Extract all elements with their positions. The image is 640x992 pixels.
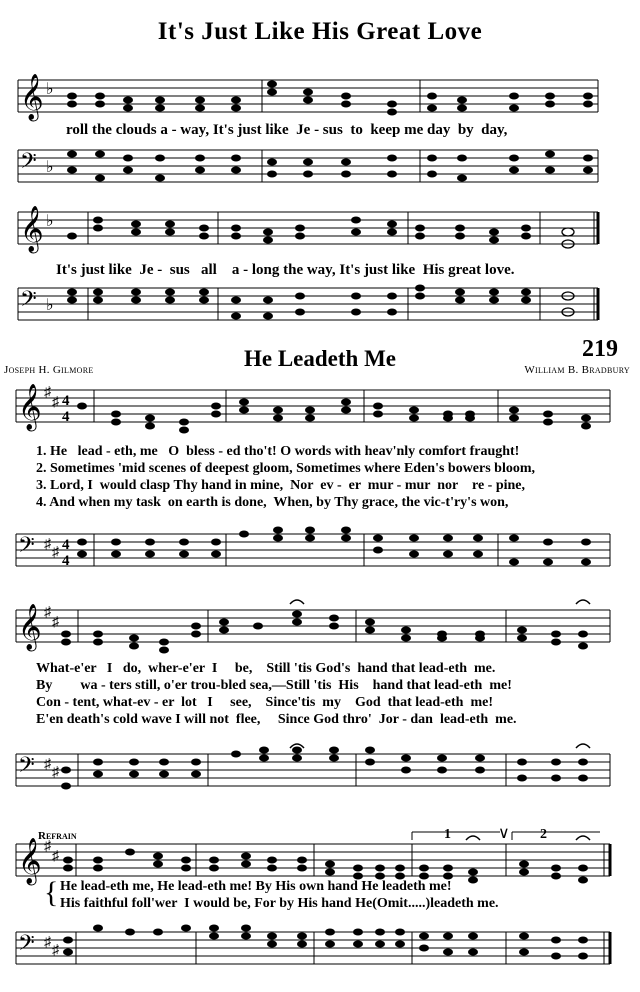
hymn-title-1: It's Just Like His Great Love xyxy=(157,18,483,45)
svg-text:4: 4 xyxy=(62,393,70,409)
svg-text:4: 4 xyxy=(62,537,70,553)
svg-text:♭: ♭ xyxy=(46,81,54,98)
music-staff-treble-1 xyxy=(0,72,640,127)
music-staff-bass-2 xyxy=(0,280,640,335)
svg-text:𝄢: 𝄢 xyxy=(18,533,35,563)
svg-text:♯: ♯ xyxy=(52,545,59,560)
svg-text:𝄞: 𝄞 xyxy=(18,604,42,650)
svg-text:♭: ♭ xyxy=(46,297,54,314)
svg-text:𝄞: 𝄞 xyxy=(20,206,44,252)
svg-text:𝄢: 𝄢 xyxy=(18,753,35,783)
svg-text:♯: ♯ xyxy=(52,615,59,630)
ending-1-label: 1 xyxy=(444,827,451,842)
verse-line-b3: Con - tent, what-ev - er lot I see, Since'tis my God that lead-eth me! xyxy=(36,695,494,710)
svg-text:∨: ∨ xyxy=(498,826,510,842)
verse-line-b2: By wa - ters still, o'er trou-bled sea,—Still 'tis His hand that lead-eth me! xyxy=(36,678,512,693)
svg-text:♯: ♯ xyxy=(44,537,51,552)
refrain-label: Refrain xyxy=(38,830,77,842)
refrain-line-2: His faithful foll'wer I would be, For by His hand He(Omit.....)leadeth me. xyxy=(60,896,499,911)
lyric-line-1: roll the clouds a - way, It's just like Je - sus to keep me day by day, xyxy=(66,122,508,138)
svg-text:4: 4 xyxy=(62,553,70,569)
music-staff-bass-3 xyxy=(0,526,640,581)
refrain-line-1: He lead-eth me, He lead-eth me! By His own hand He leadeth me! xyxy=(60,879,452,894)
svg-text:♯: ♯ xyxy=(52,395,59,410)
svg-text:♯: ♯ xyxy=(44,757,51,772)
verse-line-3: 3. Lord, I would clasp Thy hand in mine, Nor ev - er mur - mur nor re - pine, xyxy=(36,478,526,493)
svg-text:♯: ♯ xyxy=(44,839,51,854)
verse-line-4: 4. And when my task on earth is done, When, by Thy grace, the vic-t'ry's won, xyxy=(36,495,509,510)
ending-2-label: 2 xyxy=(540,827,547,842)
svg-text:♯: ♯ xyxy=(52,765,59,780)
music-staff-bass-1 xyxy=(0,142,640,197)
hymn-title-2: He Leadeth Me xyxy=(243,346,396,371)
svg-text:♯: ♯ xyxy=(44,385,51,400)
verse-line-2: 2. Sometimes 'mid scenes of deepest gloom, Sometimes where Eden's bowers bloom, xyxy=(36,461,536,476)
music-staff-bass-4 xyxy=(0,740,640,800)
music-staff-treble-2 xyxy=(0,204,640,259)
verse-line-b4: E'en death's cold wave I will not flee, Since God thro' Jor - dan lead-eth me. xyxy=(36,712,517,727)
svg-text:𝄢: 𝄢 xyxy=(20,149,37,179)
author-credit: Joseph H. Gilmore xyxy=(4,364,94,376)
svg-text:♭: ♭ xyxy=(46,213,54,230)
composer-credit: William B. Bradbury xyxy=(524,364,630,376)
svg-text:♯: ♯ xyxy=(52,849,59,864)
svg-text:♯: ♯ xyxy=(44,605,51,620)
svg-text:𝄞: 𝄞 xyxy=(18,384,42,430)
svg-text:𝄞: 𝄞 xyxy=(18,838,42,884)
music-staff-treble-3 xyxy=(0,382,640,442)
svg-text:♯: ♯ xyxy=(44,935,51,950)
music-staff-bass-5 xyxy=(0,920,640,984)
hymn-number: 219 xyxy=(582,336,618,362)
svg-text:𝄢: 𝄢 xyxy=(20,287,37,317)
music-staff-treble-4 xyxy=(0,598,640,658)
svg-text:𝄢: 𝄢 xyxy=(18,931,35,961)
verse-line-1: 1. He lead - eth, me O bless - ed tho't! O words with heav'nly comfort fraught! xyxy=(36,444,520,459)
svg-text:4: 4 xyxy=(62,409,70,425)
refrain-brace: { xyxy=(44,876,59,909)
svg-text:♭: ♭ xyxy=(46,159,54,176)
svg-text:♯: ♯ xyxy=(52,943,59,958)
verse-line-b1: What-e'er I do, wher-e'er I be, Still 'tis God's hand that lead-eth me. xyxy=(36,661,496,676)
lyric-line-2: It's just like Je - sus all a - long the way, It's just like His great love. xyxy=(56,262,515,278)
svg-text:𝄞: 𝄞 xyxy=(20,74,44,120)
